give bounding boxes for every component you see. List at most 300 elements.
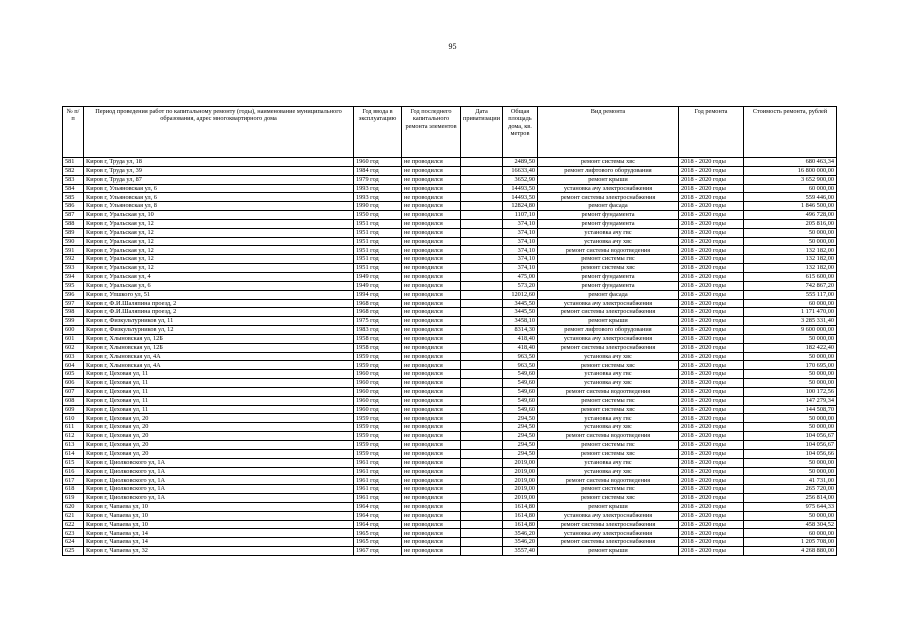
cell-repair-type: ремонт крыши (538, 175, 679, 184)
cell-repair-type: ремонт системы гвс (538, 485, 679, 494)
cell-row-number: 588 (63, 219, 84, 228)
cell-area: 3546,20 (503, 538, 538, 547)
cell-row-number: 611 (63, 423, 84, 432)
table-row (63, 299, 837, 308)
cell-repair-type: ремонт лифтового оборудования (538, 326, 679, 335)
cell-privatization-date (461, 414, 503, 423)
cell-repair-year: 2018 - 2020 годы (679, 219, 744, 228)
cell-repair-type: установка ачу электроснабжения (538, 184, 679, 193)
cell-repair-type: ремонт системы гвс (538, 255, 679, 264)
cell-year-built: 1984 год (354, 166, 402, 175)
cell-year-built: 1959 год (354, 449, 402, 458)
cell-row-number: 597 (63, 299, 84, 308)
cell-privatization-date (461, 281, 503, 290)
table-row (63, 414, 837, 423)
cell-area: 294,50 (503, 414, 538, 423)
cell-year-built: 1960 год (354, 396, 402, 405)
cell-last-repair: не проводился (402, 494, 461, 503)
cell-last-repair: не проводился (402, 476, 461, 485)
cell-repair-year: 2018 - 2020 годы (679, 202, 744, 211)
cell-address: Киров г, Упшкого ул, 51 (84, 290, 354, 299)
cell-address: Киров г, Ф.И.Шаляпина проезд, 2 (84, 299, 354, 308)
cell-row-number: 608 (63, 396, 84, 405)
cell-privatization-date (461, 264, 503, 273)
cell-cost: 50 000,00 (744, 458, 837, 467)
table-row (63, 255, 837, 264)
cell-privatization-date (461, 379, 503, 388)
cell-cost: 100 172,56 (744, 387, 837, 396)
cell-area: 3557,40 (503, 547, 538, 556)
cell-cost: 147 279,34 (744, 396, 837, 405)
cell-privatization-date (461, 405, 503, 414)
cell-year-built: 1960 год (354, 379, 402, 388)
cell-cost: 50 000,00 (744, 334, 837, 343)
cell-repair-year: 2018 - 2020 годы (679, 334, 744, 343)
cell-repair-year: 2018 - 2020 годы (679, 166, 744, 175)
cell-repair-year: 2018 - 2020 годы (679, 211, 744, 220)
cell-address: Киров г, Цеховая ул, 20 (84, 432, 354, 441)
table-row (63, 184, 837, 193)
cell-area: 2019,00 (503, 494, 538, 503)
cell-year-built: 1961 год (354, 467, 402, 476)
cell-cost: 132 182,00 (744, 246, 837, 255)
cell-privatization-date (461, 520, 503, 529)
cell-row-number: 609 (63, 405, 84, 414)
cell-privatization-date (461, 211, 503, 220)
col-header-privatization-date: Дата приватизации (461, 107, 503, 158)
table-row (63, 308, 837, 317)
cell-cost: 50 000,00 (744, 423, 837, 432)
cell-repair-year: 2018 - 2020 годы (679, 520, 744, 529)
cell-address: Киров г, Цеховая ул, 11 (84, 387, 354, 396)
table-row (63, 396, 837, 405)
table-row (63, 511, 837, 520)
cell-privatization-date (461, 529, 503, 538)
cell-repair-year: 2018 - 2020 годы (679, 326, 744, 335)
cell-last-repair: не проводился (402, 281, 461, 290)
cell-last-repair: не проводился (402, 334, 461, 343)
col-header-address: Период проведения работ по капитальному ремонту (годы), наименование муниципального образования, адрес многоквартирного дома (84, 107, 354, 158)
cell-last-repair: не проводился (402, 520, 461, 529)
cell-year-built: 1951 год (354, 246, 402, 255)
cell-area: 16633,40 (503, 166, 538, 175)
cell-last-repair: не проводился (402, 485, 461, 494)
cell-privatization-date (461, 237, 503, 246)
cell-privatization-date (461, 387, 503, 396)
cell-repair-type: ремонт фундамента (538, 219, 679, 228)
cell-row-number: 592 (63, 255, 84, 264)
cell-address: Киров г, Уральская ул, 12 (84, 237, 354, 246)
cell-cost: 555 117,00 (744, 290, 837, 299)
cell-repair-year: 2018 - 2020 годы (679, 502, 744, 511)
cell-area: 2019,00 (503, 476, 538, 485)
cell-address: Киров г, Чапаева ул, 14 (84, 529, 354, 538)
cell-cost: 104 056,67 (744, 441, 837, 450)
cell-last-repair: не проводился (402, 255, 461, 264)
cell-address: Киров г, Цеховая ул, 11 (84, 396, 354, 405)
cell-cost: 458 304,52 (744, 520, 837, 529)
cell-row-number: 596 (63, 290, 84, 299)
cell-repair-year: 2018 - 2020 годы (679, 370, 744, 379)
cell-privatization-date (461, 299, 503, 308)
cell-area: 374,10 (503, 246, 538, 255)
cell-row-number: 595 (63, 281, 84, 290)
cell-repair-year: 2018 - 2020 годы (679, 441, 744, 450)
cell-repair-year: 2018 - 2020 годы (679, 299, 744, 308)
cell-cost: 50 000,00 (744, 467, 837, 476)
cell-area: 1614,80 (503, 511, 538, 520)
cell-area: 3445,50 (503, 308, 538, 317)
cell-address: Киров г, Чапаева ул, 10 (84, 511, 354, 520)
cell-repair-year: 2018 - 2020 годы (679, 511, 744, 520)
cell-privatization-date (461, 441, 503, 450)
cell-row-number: 594 (63, 272, 84, 281)
cell-row-number: 606 (63, 379, 84, 388)
cell-cost: 1 171 470,00 (744, 308, 837, 317)
cell-repair-type: ремонт системы хвс (538, 449, 679, 458)
cell-year-built: 1965 год (354, 538, 402, 547)
cell-last-repair: не проводился (402, 166, 461, 175)
cell-area: 1614,80 (503, 502, 538, 511)
cell-last-repair: не проводился (402, 432, 461, 441)
cell-cost: 132 182,00 (744, 255, 837, 264)
table-row (63, 441, 837, 450)
cell-address: Киров г, Ульяновская ул, 6 (84, 184, 354, 193)
table-row (63, 387, 837, 396)
cell-year-built: 1968 год (354, 308, 402, 317)
cell-cost: 50 000,00 (744, 511, 837, 520)
cell-repair-year: 2018 - 2020 годы (679, 228, 744, 237)
cell-repair-type: ремонт системы электроснабжения (538, 538, 679, 547)
cell-area: 374,10 (503, 237, 538, 246)
cell-privatization-date (461, 432, 503, 441)
cell-address: Киров г, Уральская ул, 12 (84, 264, 354, 273)
cell-row-number: 617 (63, 476, 84, 485)
cell-address: Киров г, Уральская ул, 12 (84, 246, 354, 255)
cell-repair-year: 2018 - 2020 годы (679, 184, 744, 193)
cell-area: 549,60 (503, 370, 538, 379)
cell-area: 475,00 (503, 272, 538, 281)
cell-last-repair: не проводился (402, 458, 461, 467)
cell-row-number: 604 (63, 361, 84, 370)
cell-row-number: 618 (63, 485, 84, 494)
cell-area: 2019,00 (503, 467, 538, 476)
cell-row-number: 583 (63, 175, 84, 184)
cell-last-repair: не проводился (402, 352, 461, 361)
cell-cost: 132 182,00 (744, 264, 837, 273)
col-header-cost: Стоимость ремонта, рублей (744, 107, 837, 158)
cell-privatization-date (461, 219, 503, 228)
cell-row-number: 593 (63, 264, 84, 273)
cell-address: Киров г, Цеховая ул, 20 (84, 449, 354, 458)
cell-year-built: 1959 год (354, 352, 402, 361)
cell-cost: 265 720,00 (744, 485, 837, 494)
table-row (63, 228, 837, 237)
cell-row-number: 610 (63, 414, 84, 423)
cell-cost: 680 463,34 (744, 158, 837, 167)
cell-repair-year: 2018 - 2020 годы (679, 246, 744, 255)
table-row (63, 467, 837, 476)
table-row (63, 547, 837, 556)
cell-address: Киров г, Уральская ул, 4 (84, 272, 354, 281)
cell-repair-type: ремонт фундамента (538, 281, 679, 290)
cell-last-repair: не проводился (402, 370, 461, 379)
cell-cost: 50 000,00 (744, 370, 837, 379)
cell-repair-type: ремонт крыши (538, 317, 679, 326)
cell-last-repair: не проводился (402, 264, 461, 273)
cell-repair-type: установка ачу гвс (538, 458, 679, 467)
cell-privatization-date (461, 246, 503, 255)
cell-address: Киров г, Цеховая ул, 11 (84, 405, 354, 414)
table-row (63, 432, 837, 441)
cell-last-repair: не проводился (402, 219, 461, 228)
cell-privatization-date (461, 255, 503, 264)
cell-last-repair: не проводился (402, 193, 461, 202)
cell-row-number: 590 (63, 237, 84, 246)
table-row (63, 494, 837, 503)
cell-last-repair: не проводился (402, 308, 461, 317)
cell-year-built: 1960 год (354, 158, 402, 167)
cell-address: Киров г, Физкультурников ул, 11 (84, 317, 354, 326)
cell-year-built: 1960 год (354, 387, 402, 396)
cell-repair-year: 2018 - 2020 годы (679, 290, 744, 299)
table-row (63, 485, 837, 494)
cell-repair-year: 2018 - 2020 годы (679, 538, 744, 547)
table-row (63, 352, 837, 361)
table-row (63, 423, 837, 432)
cell-repair-type: установка ачу гвс (538, 414, 679, 423)
cell-last-repair: не проводился (402, 441, 461, 450)
cell-area: 12824,80 (503, 202, 538, 211)
cell-area: 14493,50 (503, 193, 538, 202)
table-row (63, 449, 837, 458)
cell-repair-type: ремонт системы хвс (538, 158, 679, 167)
cell-repair-type: ремонт крыши (538, 547, 679, 556)
cell-row-number: 586 (63, 202, 84, 211)
cell-repair-type: ремонт системы водоотведения (538, 387, 679, 396)
cell-last-repair: не проводился (402, 449, 461, 458)
cell-year-built: 1951 год (354, 228, 402, 237)
cell-area: 14493,50 (503, 184, 538, 193)
cell-area: 549,60 (503, 379, 538, 388)
cell-repair-year: 2018 - 2020 годы (679, 396, 744, 405)
cell-privatization-date (461, 326, 503, 335)
cell-area: 2489,50 (503, 158, 538, 167)
cell-last-repair: не проводился (402, 379, 461, 388)
cell-last-repair: не проводился (402, 290, 461, 299)
cell-repair-type: ремонт системы хвс (538, 494, 679, 503)
cell-cost: 41 731,00 (744, 476, 837, 485)
cell-area: 1107,10 (503, 211, 538, 220)
cell-year-built: 1958 год (354, 343, 402, 352)
cell-address: Киров г, Циолковского ул, 1А (84, 458, 354, 467)
table-row (63, 361, 837, 370)
cell-year-built: 1959 год (354, 441, 402, 450)
table-row (63, 246, 837, 255)
cell-repair-year: 2018 - 2020 годы (679, 272, 744, 281)
cell-row-number: 601 (63, 334, 84, 343)
cell-privatization-date (461, 494, 503, 503)
cell-area: 3445,50 (503, 299, 538, 308)
cell-year-built: 1959 год (354, 414, 402, 423)
cell-year-built: 1983 год (354, 326, 402, 335)
cell-address: Киров г, Ульяновская ул, 6 (84, 193, 354, 202)
table-row (63, 219, 837, 228)
cell-address: Киров г, Труда ул, 87 (84, 175, 354, 184)
cell-last-repair: не проводился (402, 211, 461, 220)
cell-area: 963,50 (503, 352, 538, 361)
col-header-number: № п/п (63, 107, 84, 158)
cell-cost: 182 422,40 (744, 343, 837, 352)
cell-year-built: 1951 год (354, 255, 402, 264)
cell-year-built: 1993 год (354, 184, 402, 193)
cell-cost: 60 000,00 (744, 184, 837, 193)
cell-repair-type: ремонт системы хвс (538, 405, 679, 414)
cell-address: Киров г, Ф.И.Шаляпина проезд, 2 (84, 308, 354, 317)
cell-cost: 60 000,00 (744, 529, 837, 538)
cell-repair-type: установка ачу хвс (538, 423, 679, 432)
cell-last-repair: не проводился (402, 502, 461, 511)
cell-row-number: 620 (63, 502, 84, 511)
cell-cost: 559 446,00 (744, 193, 837, 202)
table-row (63, 476, 837, 485)
cell-address: Киров г, Хлыновская ул, 4А (84, 352, 354, 361)
cell-last-repair: не проводился (402, 405, 461, 414)
cell-privatization-date (461, 202, 503, 211)
cell-last-repair: не проводился (402, 529, 461, 538)
cell-repair-type: ремонт системы электроснабжения (538, 343, 679, 352)
cell-repair-year: 2018 - 2020 годы (679, 467, 744, 476)
table-row (63, 458, 837, 467)
cell-address: Киров г, Циолковского ул, 1А (84, 467, 354, 476)
cell-address: Киров г, Уральская ул, 12 (84, 255, 354, 264)
cell-row-number: 589 (63, 228, 84, 237)
cell-last-repair: не проводился (402, 228, 461, 237)
table-row (63, 502, 837, 511)
table-row (63, 202, 837, 211)
cell-address: Киров г, Ульяновская ул, 8 (84, 202, 354, 211)
cell-last-repair: не проводился (402, 387, 461, 396)
cell-row-number: 615 (63, 458, 84, 467)
cell-cost: 1 205 708,00 (744, 538, 837, 547)
cell-cost: 205 816,00 (744, 219, 837, 228)
cell-repair-year: 2018 - 2020 годы (679, 193, 744, 202)
cell-address: Киров г, Чапаева ул, 32 (84, 547, 354, 556)
cell-privatization-date (461, 423, 503, 432)
cell-row-number: 619 (63, 494, 84, 503)
cell-area: 549,60 (503, 405, 538, 414)
cell-privatization-date (461, 158, 503, 167)
cell-repair-year: 2018 - 2020 годы (679, 529, 744, 538)
cell-privatization-date (461, 370, 503, 379)
cell-last-repair: не проводился (402, 467, 461, 476)
cell-repair-type: установка ачу хвс (538, 237, 679, 246)
cell-area: 418,40 (503, 343, 538, 352)
cell-area: 573,20 (503, 281, 538, 290)
cell-cost: 975 644,33 (744, 502, 837, 511)
cell-repair-year: 2018 - 2020 годы (679, 158, 744, 167)
cell-last-repair: не проводился (402, 343, 461, 352)
cell-year-built: 1951 год (354, 237, 402, 246)
cell-repair-year: 2018 - 2020 годы (679, 494, 744, 503)
cell-last-repair: не проводился (402, 272, 461, 281)
cell-row-number: 600 (63, 326, 84, 335)
cell-address: Киров г, Уральская ул, 6 (84, 281, 354, 290)
table-row (63, 520, 837, 529)
cell-address: Киров г, Чапаева ул, 10 (84, 502, 354, 511)
cell-repair-year: 2018 - 2020 годы (679, 352, 744, 361)
cell-year-built: 1961 год (354, 485, 402, 494)
cell-area: 294,50 (503, 432, 538, 441)
cell-cost: 16 800 000,00 (744, 166, 837, 175)
table-row (63, 290, 837, 299)
table-row (63, 211, 837, 220)
cell-repair-type: ремонт системы электроснабжения (538, 193, 679, 202)
cell-area: 374,10 (503, 264, 538, 273)
cell-address: Киров г, Чапаева ул, 14 (84, 538, 354, 547)
cell-address: Киров г, Уральская ул, 12 (84, 219, 354, 228)
cell-year-built: 1951 год (354, 264, 402, 273)
cell-repair-type: ремонт системы хвс (538, 361, 679, 370)
cell-last-repair: не проводился (402, 511, 461, 520)
cell-repair-type: ремонт фундамента (538, 211, 679, 220)
cell-year-built: 1968 год (354, 299, 402, 308)
cell-row-number: 581 (63, 158, 84, 167)
cell-repair-type: установка ачу электроснабжения (538, 529, 679, 538)
cell-year-built: 1993 год (354, 193, 402, 202)
cell-address: Киров г, Цеховая ул, 20 (84, 414, 354, 423)
cell-area: 963,50 (503, 361, 538, 370)
cell-address: Киров г, Хлыновская ул, 12Б (84, 343, 354, 352)
cell-row-number: 616 (63, 467, 84, 476)
cell-privatization-date (461, 547, 503, 556)
cell-address: Киров г, Хлыновская ул, 4А (84, 361, 354, 370)
cell-last-repair: не проводился (402, 299, 461, 308)
cell-last-repair: не проводился (402, 202, 461, 211)
cell-repair-year: 2018 - 2020 годы (679, 414, 744, 423)
col-header-last-repair: Год последнего капитального ремонта элементов (402, 107, 461, 158)
cell-last-repair: не проводился (402, 246, 461, 255)
cell-privatization-date (461, 361, 503, 370)
cell-repair-type: установка ачу электроснабжения (538, 511, 679, 520)
cell-repair-type: установка ачу гвс (538, 228, 679, 237)
cell-cost: 256 814,00 (744, 494, 837, 503)
cell-repair-year: 2018 - 2020 годы (679, 361, 744, 370)
cell-row-number: 598 (63, 308, 84, 317)
cell-repair-type: ремонт фасада (538, 290, 679, 299)
cell-year-built: 1961 год (354, 494, 402, 503)
cell-cost: 50 000,00 (744, 352, 837, 361)
table-row (63, 343, 837, 352)
cell-address: Киров г, Цеховая ул, 11 (84, 370, 354, 379)
cell-row-number: 622 (63, 520, 84, 529)
repair-table (62, 106, 837, 556)
cell-row-number: 612 (63, 432, 84, 441)
col-header-area: Общая площадь дома, кв. метров (503, 107, 538, 158)
cell-year-built: 1975 год (354, 317, 402, 326)
cell-cost: 50 000,00 (744, 379, 837, 388)
cell-year-built: 1965 год (354, 529, 402, 538)
cell-address: Киров г, Хлыновская ул, 12Б (84, 334, 354, 343)
table-row (63, 326, 837, 335)
cell-last-repair: не проводился (402, 184, 461, 193)
cell-cost: 144 508,70 (744, 405, 837, 414)
cell-year-built: 1964 год (354, 511, 402, 520)
cell-cost: 60 000,00 (744, 299, 837, 308)
cell-area: 1614,80 (503, 520, 538, 529)
cell-address: Киров г, Цеховая ул, 11 (84, 379, 354, 388)
cell-year-built: 1979 год (354, 175, 402, 184)
